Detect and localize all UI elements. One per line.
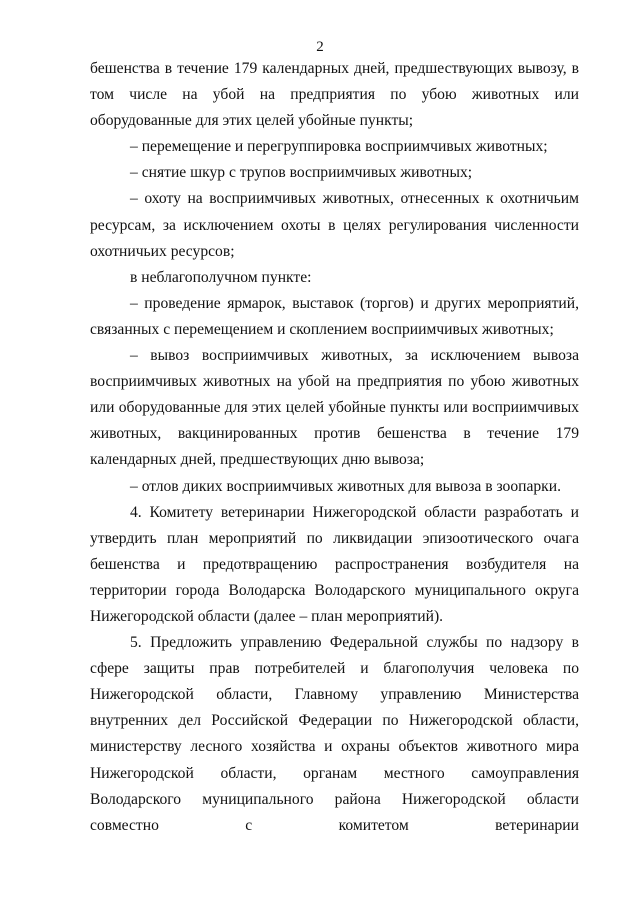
document-body xyxy=(90,56,579,839)
list-item-hunting: – охоту на восприимчивых животных, отнесенных к охотничьим ресурсам, за исключением охоты в целях регулирования численности охотничьих ресурсов; xyxy=(90,190,579,260)
clause-5: 5. Предложить управлению Федеральной службы по надзору в сфере защиты прав потребителей и благополучия человека по Нижегородской области, Главному управлению Министерства внутренних дел Российской Федерации по Нижегородской области, министерству лесного хозяйства и охраны объектов животного мира Нижегородской области, органам местного самоуправления Володарского муниципального района Нижегородской области совместно с комитетом ветеринарии xyxy=(90,634,579,834)
clause-4: 4. Комитету ветеринарии Нижегородской области разработать и утвердить план мероприятий по ликвидации эпизоотического очага бешенства и предотвращению распространения возбудителя на территории города Володарска Володарского муниципального округа Нижегородской области (далее – план мероприятий). xyxy=(90,503,579,625)
list-item-skinning: – снятие шкур с трупов восприимчивых животных; xyxy=(130,164,473,182)
page-number: 2 xyxy=(316,39,324,55)
section-heading-unfavorable-point: в неблагополучном пункте: xyxy=(130,268,312,286)
list-item-export: – вывоз восприимчивых животных, за исключением вывоза восприимчивых животных на убой на предприятия по убою животных или оборудованные для этих целей убойные пункты или восприимчивых животных, вакцинированных против бешенства в течение 179 календарных дней, предшествующих дню вывоза; xyxy=(90,347,579,469)
list-item-relocation: – перемещение и перегруппировка восприимчивых животных; xyxy=(130,138,548,156)
list-item-capture: – отлов диких восприимчивых животных для вывоза в зоопарки. xyxy=(130,477,561,495)
paragraph-continuation: бешенства в течение 179 календарных дней, предшествующих вывозу, в том числе на убой на предприятия по убою животных или оборудованные для этих целей убойные пункты; xyxy=(90,60,579,130)
list-item-fairs: – проведение ярмарок, выставок (торгов) и других мероприятий, связанных с перемещением и скоплением восприимчивых животных; xyxy=(90,294,579,338)
